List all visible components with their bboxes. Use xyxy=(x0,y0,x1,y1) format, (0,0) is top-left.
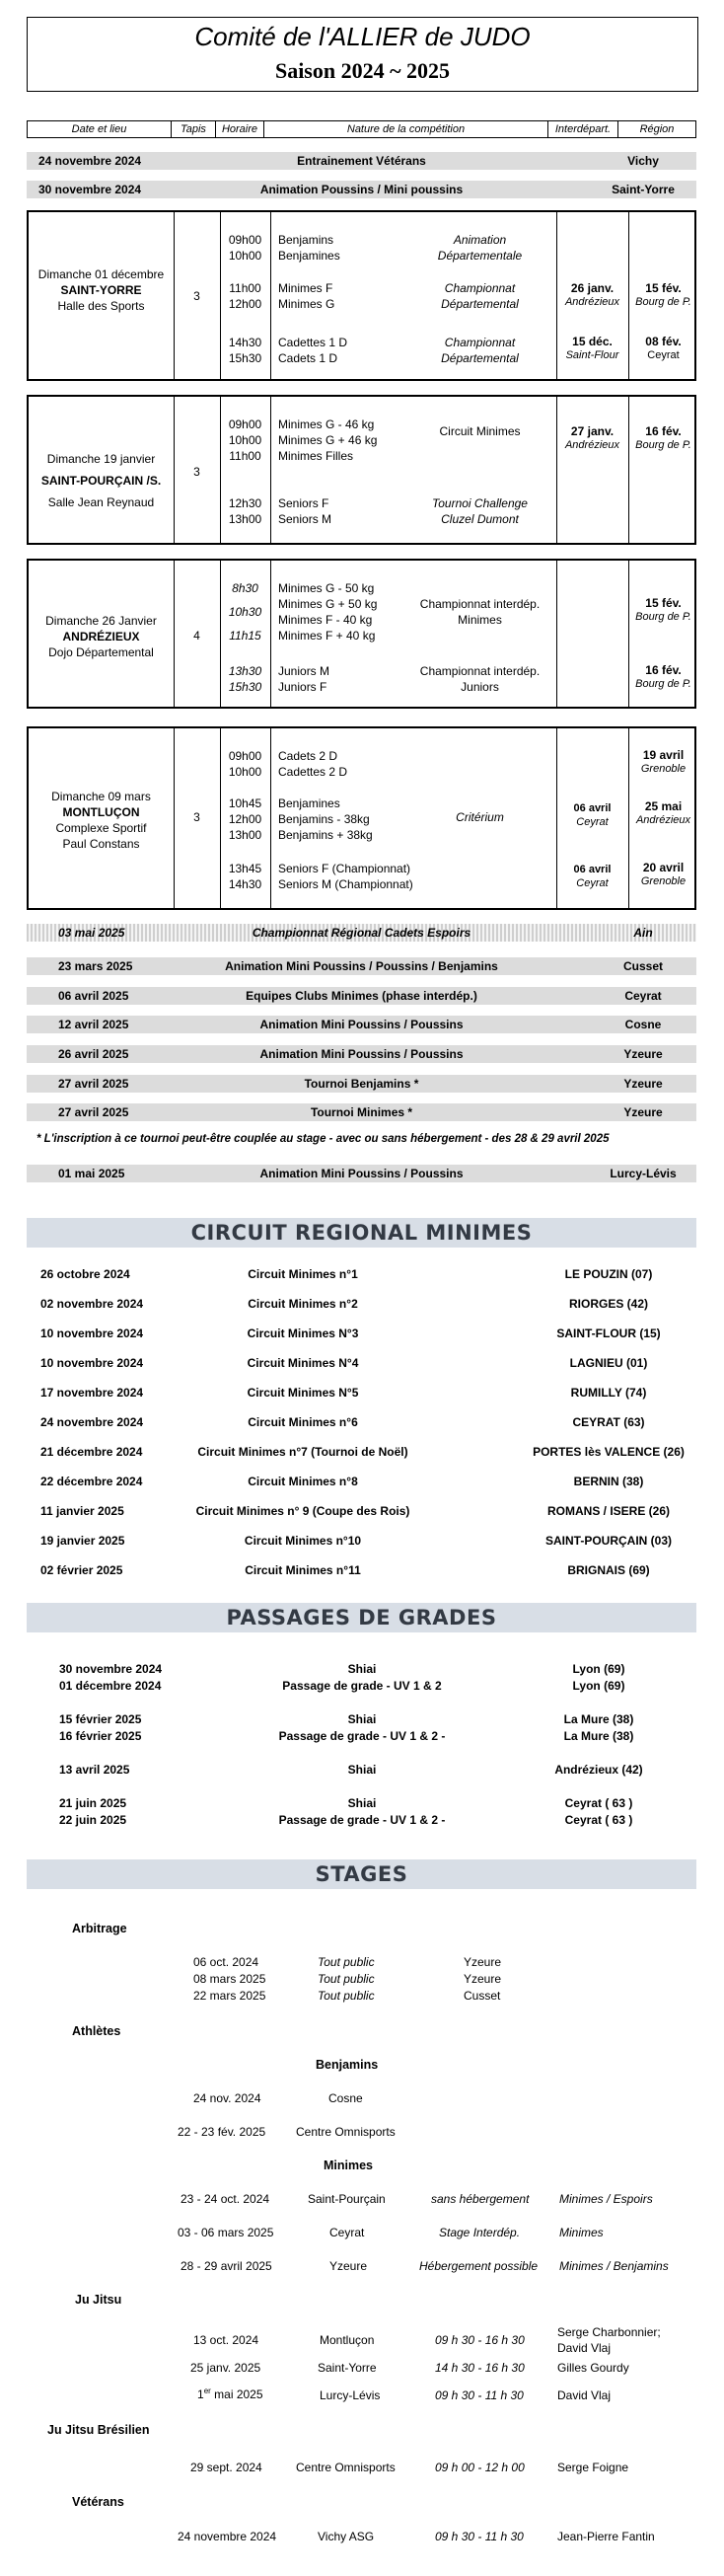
inter-date: 06 avril xyxy=(573,802,612,814)
circuit-date: 19 janvier 2025 xyxy=(40,1534,125,1548)
bar-name: Animation Mini Poussins / Poussins xyxy=(259,1047,464,1061)
circuit-name: Circuit Minimes n°6 xyxy=(248,1415,358,1429)
nature: Championnat interdép. xyxy=(419,597,541,611)
circuit-place: RIORGES (42) xyxy=(568,1297,648,1311)
stage-date: 25 janv. 2025 xyxy=(190,2361,261,2375)
nature: Juniors xyxy=(461,680,499,694)
stage-public: Tout public xyxy=(318,1972,375,1986)
hour: 14h30 xyxy=(228,877,262,891)
circuit-date: 02 février 2025 xyxy=(40,1563,123,1577)
stage-date: 03 - 06 mars 2025 xyxy=(178,2226,274,2239)
stage-subgroup-label: Benjamins xyxy=(316,2058,379,2072)
grade-place: La Mure (38) xyxy=(563,1729,634,1743)
grade-place: Lyon (69) xyxy=(572,1662,625,1676)
circuit-name: Circuit Minimes N°3 xyxy=(247,1326,359,1340)
grade-place: Ceyrat ( 63 ) xyxy=(564,1796,633,1810)
category: Juniors F xyxy=(278,680,327,694)
season-title: Saison 2024 ~ 2025 xyxy=(274,58,451,83)
bar-place: Vichy xyxy=(627,154,659,168)
event-tapis: 3 xyxy=(193,465,200,479)
bar-date: 27 avril 2025 xyxy=(58,1077,129,1091)
region-date: 16 fév. xyxy=(645,663,682,677)
stage-time: 14 h 30 - 16 h 30 xyxy=(435,2361,525,2375)
category: Benjamins + 38kg xyxy=(278,828,373,842)
circuit-name: Circuit Minimes n° 9 (Coupe des Rois) xyxy=(195,1504,410,1518)
region-place: Grenoble xyxy=(640,763,687,775)
event-venue: Halle des Sports xyxy=(57,299,145,313)
stage-who: Minimes / Espoirs xyxy=(559,2192,653,2206)
event-venue: Salle Jean Reynaud xyxy=(47,495,155,509)
grade-date: 13 avril 2025 xyxy=(59,1763,130,1777)
grade-name: Shiai xyxy=(347,1712,377,1726)
stage-time: 09 h 00 - 12 h 00 xyxy=(435,2461,525,2474)
bar-name: Animation Mini Poussins / Poussins xyxy=(259,1018,464,1031)
circuit-date: 02 novembre 2024 xyxy=(40,1297,144,1311)
circuit-place: PORTES lès VALENCE (26) xyxy=(533,1445,685,1459)
section-grades-title: PASSAGES DE GRADES xyxy=(27,1603,696,1632)
event-tapis: 3 xyxy=(193,289,200,303)
stage-public: Tout public xyxy=(318,1955,375,1969)
bar-place: Ain xyxy=(633,926,653,940)
nature: Départementale xyxy=(437,249,523,263)
event-saint-pourcain xyxy=(27,395,696,545)
circuit-name: Circuit Minimes n°2 xyxy=(248,1297,358,1311)
bar-row xyxy=(27,1103,696,1121)
inter-place: Andrézieux xyxy=(564,296,620,308)
col-nature: Nature de la compétition xyxy=(264,121,548,138)
bar-date: 23 mars 2025 xyxy=(58,959,133,973)
circuit-name: Circuit Minimes n°10 xyxy=(244,1534,362,1548)
grade-name: Passage de grade - UV 1 & 2 xyxy=(282,1679,442,1693)
grade-name: Passage de grade - UV 1 & 2 - xyxy=(278,1729,446,1743)
bar-name: Animation Mini Poussins / Poussins xyxy=(259,1167,464,1180)
nature: Championnat xyxy=(444,281,516,295)
nature: Cluzel Dumont xyxy=(441,512,519,526)
region-date: 16 fév. xyxy=(645,424,682,438)
hour: 15h30 xyxy=(228,680,262,694)
circuit-place: ROMANS / ISERE (26) xyxy=(546,1504,671,1518)
stage-time: 09 h 30 - 16 h 30 xyxy=(435,2333,525,2347)
event-montlucon xyxy=(27,726,696,910)
stage-who: Serge Charbonnier; xyxy=(557,2325,661,2339)
stage-date: 22 - 23 fév. 2025 xyxy=(178,2125,266,2139)
stage-place: Saint-Pourçain xyxy=(308,2192,386,2206)
stage-place: Centre Omnisports xyxy=(296,2461,396,2474)
bar-date: 06 avril 2025 xyxy=(58,989,129,1003)
circuit-name: Circuit Minimes N°4 xyxy=(247,1356,359,1370)
circuit-date: 10 novembre 2024 xyxy=(40,1356,144,1370)
nature: Minimes xyxy=(458,613,502,627)
stage-date: 28 - 29 avril 2025 xyxy=(181,2259,272,2273)
circuit-place: RUMILLY (74) xyxy=(570,1386,647,1400)
circuit-date: 26 octobre 2024 xyxy=(40,1267,130,1281)
page-title: Comité de l'ALLIER de JUDO xyxy=(194,22,531,51)
inter-date: 26 janv. xyxy=(570,281,615,295)
region-date: 15 fév. xyxy=(645,596,682,610)
grade-place: Ceyrat ( 63 ) xyxy=(564,1813,633,1827)
hour: 09h00 xyxy=(228,233,262,247)
category: Cadets 2 D xyxy=(278,749,338,763)
bar-name: Animation Mini Poussins / Poussins / Benjamins xyxy=(225,959,498,973)
stage-time: 09 h 30 - 11 h 30 xyxy=(435,2530,524,2543)
bar-name: Animation Poussins / Mini poussins xyxy=(259,183,464,196)
circuit-place: CEYRAT (63) xyxy=(572,1415,645,1429)
event-city: ANDRÉZIEUX xyxy=(62,630,140,644)
hour: 09h00 xyxy=(228,417,262,431)
stage-group-label: Ju Jitsu xyxy=(75,2293,122,2307)
circuit-date: 24 novembre 2024 xyxy=(40,1415,144,1429)
nature: Championnat interdép. xyxy=(419,664,541,678)
hour: 14h30 xyxy=(228,336,262,349)
hour: 10h45 xyxy=(228,796,262,810)
nature: Départemental xyxy=(441,297,519,311)
bar-row xyxy=(27,1075,696,1093)
inter-place: Andrézieux xyxy=(564,439,620,451)
region-place: Bourg de P. xyxy=(635,611,691,623)
bar-place: Yzeure xyxy=(623,1047,663,1061)
bar-date: 01 mai 2025 xyxy=(58,1167,125,1180)
stage-who: Minimes xyxy=(559,2226,604,2239)
col-date: Date et lieu xyxy=(28,121,172,138)
stage-place: Saint-Yorre xyxy=(318,2361,377,2375)
circuit-place: BERNIN (38) xyxy=(573,1475,644,1488)
stage-place: Centre Omnisports xyxy=(296,2125,396,2139)
stage-date: 23 - 24 oct. 2024 xyxy=(181,2192,270,2206)
grade-date: 21 juin 2025 xyxy=(59,1796,127,1810)
event-city: SAINT-POURÇAIN /S. xyxy=(40,474,162,488)
circuit-place: BRIGNAIS (69) xyxy=(567,1563,650,1577)
event-city: MONTLUÇON xyxy=(62,805,140,819)
region-place: Andrézieux xyxy=(635,814,691,826)
stage-place: Vichy ASG xyxy=(318,2530,375,2543)
category: Minimes G + 46 kg xyxy=(278,433,378,447)
event-venue: Dojo Départemental xyxy=(48,645,154,659)
stage-place: Yzeure xyxy=(464,1955,502,1969)
bar-name: Entrainement Vétérans xyxy=(297,154,426,168)
hour: 10h00 xyxy=(228,433,262,447)
category: Benjamines xyxy=(278,796,340,810)
bar-place: Cosne xyxy=(624,1018,662,1031)
tournament-note: * L'inscription à ce tournoi peut-être couplée au stage - avec ou sans hébergement - des 28 & 29 avril 2025 xyxy=(36,1133,610,1145)
hour: 10h30 xyxy=(228,605,262,619)
inter-date: 15 déc. xyxy=(572,335,613,348)
region-place: Bourg de P. xyxy=(635,296,691,308)
bar-row xyxy=(27,1045,696,1063)
event-saint-yorre xyxy=(27,210,696,381)
stage-info: Stage Interdép. xyxy=(439,2226,521,2239)
region-place: Ceyrat xyxy=(647,349,680,361)
circuit-name: Circuit Minimes n°8 xyxy=(248,1475,358,1488)
bar-place: Yzeure xyxy=(623,1105,663,1119)
grade-date: 16 février 2025 xyxy=(59,1729,142,1743)
stage-info: sans hébergement xyxy=(431,2192,530,2206)
inter-place: Ceyrat xyxy=(576,877,609,889)
stage-who: Minimes / Benjamins xyxy=(559,2259,669,2273)
category: Juniors M xyxy=(278,664,330,678)
bar-name: Championnat Régional Cadets Espoirs xyxy=(252,926,471,940)
stage-date: 22 mars 2025 xyxy=(193,1989,266,2003)
event-date: Dimanche 26 Janvier xyxy=(45,614,157,628)
stage-public: Tout public xyxy=(318,1989,375,2003)
hour: 13h30 xyxy=(228,664,262,678)
region-date: 19 avril xyxy=(642,748,685,762)
circuit-date: 11 janvier 2025 xyxy=(40,1504,124,1518)
stage-group-label: Ju Jitsu Brésilien xyxy=(47,2423,150,2437)
stage-date: 29 sept. 2024 xyxy=(190,2461,262,2474)
bar-date: 03 mai 2025 xyxy=(58,926,125,940)
hour: 12h00 xyxy=(228,812,262,826)
title-box xyxy=(27,17,698,92)
stage-who: Jean-Pierre Fantin xyxy=(557,2530,655,2543)
category: Cadets 1 D xyxy=(278,351,338,365)
col-region: Région xyxy=(618,121,696,138)
nature: Animation xyxy=(453,233,507,247)
event-venue-2: Paul Constans xyxy=(62,837,140,851)
inter-place: Ceyrat xyxy=(576,816,609,828)
category: Minimes G xyxy=(278,297,335,311)
stage-who: Gilles Gourdy xyxy=(557,2361,629,2375)
category: Minimes G - 46 kg xyxy=(278,417,375,431)
category: Benjamines xyxy=(278,249,340,263)
event-date: Dimanche 01 décembre xyxy=(37,267,165,281)
category: Benjamins - 38kg xyxy=(278,812,370,826)
stage-place: Cosne xyxy=(328,2091,363,2105)
nature: Critérium xyxy=(456,810,504,824)
bar-row xyxy=(27,181,696,198)
bar-row xyxy=(27,1165,696,1182)
grade-place: Lyon (69) xyxy=(572,1679,625,1693)
category: Minimes F xyxy=(278,281,333,295)
col-horaire: Horaire xyxy=(216,121,264,138)
stage-date: 08 mars 2025 xyxy=(193,1972,266,1986)
stage-group-label: Arbitrage xyxy=(72,1922,127,1935)
bar-place: Lurcy-Lévis xyxy=(610,1167,677,1180)
category: Seniors M xyxy=(278,512,332,526)
event-date: Dimanche 09 mars xyxy=(51,790,151,803)
region-date: 08 fév. xyxy=(645,335,682,348)
grade-date: 01 décembre 2024 xyxy=(59,1679,162,1693)
stage-place: Yzeure xyxy=(464,1972,502,1986)
stage-subgroup-label: Minimes xyxy=(324,2159,374,2172)
section-stages-title: STAGES xyxy=(27,1859,696,1889)
category: Seniors F xyxy=(278,496,329,510)
bar-row xyxy=(27,987,696,1005)
grade-place: Andrézieux (42) xyxy=(554,1763,643,1777)
bar-row xyxy=(27,957,696,975)
stage-date: 1er mai 2025 xyxy=(197,2387,263,2401)
stage-place: Yzeure xyxy=(329,2259,368,2273)
stage-who: Serge Foigne xyxy=(557,2461,629,2474)
category: Minimes G + 50 kg xyxy=(278,597,378,611)
inter-date: 06 avril xyxy=(573,864,612,875)
hour: 15h30 xyxy=(228,351,262,365)
hour: 10h00 xyxy=(228,249,262,263)
stage-group-label: Vétérans xyxy=(72,2495,124,2509)
hour: 11h00 xyxy=(229,449,261,463)
circuit-name: Circuit Minimes n°11 xyxy=(245,1563,361,1577)
nature: Tournoi Challenge xyxy=(432,496,528,510)
circuit-place: LAGNIEU (01) xyxy=(569,1356,648,1370)
circuit-place: SAINT-FLOUR (15) xyxy=(556,1326,661,1340)
category: Seniors F (Championnat) xyxy=(278,862,411,875)
hour: 12h30 xyxy=(228,496,262,510)
hour: 13h45 xyxy=(228,862,262,875)
hour: 12h00 xyxy=(228,297,262,311)
event-tapis: 3 xyxy=(193,810,200,824)
grade-name: Shiai xyxy=(347,1662,377,1676)
grade-name: Passage de grade - UV 1 & 2 - xyxy=(278,1813,446,1827)
region-date: 20 avril xyxy=(642,861,685,874)
stage-place: Ceyrat xyxy=(329,2226,365,2239)
grade-date: 22 juin 2025 xyxy=(59,1813,127,1827)
category: Seniors M (Championnat) xyxy=(278,877,413,891)
region-place: Bourg de P. xyxy=(635,439,691,451)
hour: 11h00 xyxy=(229,281,261,295)
region-place: Grenoble xyxy=(640,875,687,887)
stage-date: 24 novembre 2024 xyxy=(178,2530,277,2543)
stage-info: Hébergement possible xyxy=(419,2259,539,2273)
col-tapis: Tapis xyxy=(172,121,216,138)
region-date: 25 mai xyxy=(644,799,683,813)
category: Minimes G - 50 kg xyxy=(278,581,375,595)
event-city: SAINT-YORRE xyxy=(60,283,142,297)
bar-name: Equipes Clubs Minimes (phase interdép.) xyxy=(246,989,477,1003)
grade-place: La Mure (38) xyxy=(563,1712,634,1726)
category: Cadettes 2 D xyxy=(278,765,348,779)
category: Minimes Filles xyxy=(278,449,354,463)
bar-place: Cusset xyxy=(622,959,663,973)
stage-who: David Vlaj xyxy=(557,2388,612,2402)
bar-date: 27 avril 2025 xyxy=(58,1105,129,1119)
nature: Championnat xyxy=(444,336,516,349)
bar-name: Tournoi Benjamins * xyxy=(304,1077,419,1091)
region-place: Bourg de P. xyxy=(635,678,691,690)
category: Minimes F + 40 kg xyxy=(278,629,376,643)
bar-name: Tournoi Minimes * xyxy=(310,1105,413,1119)
bar-date: 26 avril 2025 xyxy=(58,1047,129,1061)
hour: 13h00 xyxy=(228,828,262,842)
bar-date: 24 novembre 2024 xyxy=(38,154,142,168)
nature: Circuit Minimes xyxy=(439,424,521,438)
circuit-name: Circuit Minimes n°7 (Tournoi de Noël) xyxy=(197,1445,408,1459)
stage-group-label: Athlètes xyxy=(72,2024,121,2038)
category: Benjamins xyxy=(278,233,334,247)
inter-date: 27 janv. xyxy=(570,424,615,438)
circuit-date: 17 novembre 2024 xyxy=(40,1386,144,1400)
hour: 11h15 xyxy=(229,629,261,643)
event-date: Dimanche 19 janvier xyxy=(46,452,156,466)
column-header xyxy=(27,120,696,138)
circuit-date: 10 novembre 2024 xyxy=(40,1326,144,1340)
region-date: 15 fév. xyxy=(645,281,682,295)
stage-date: 24 nov. 2024 xyxy=(193,2091,261,2105)
category: Cadettes 1 D xyxy=(278,336,348,349)
stage-place: Cusset xyxy=(464,1989,501,2003)
circuit-date: 22 décembre 2024 xyxy=(40,1475,143,1488)
hour: 10h00 xyxy=(228,765,262,779)
bar-date: 12 avril 2025 xyxy=(58,1018,129,1031)
circuit-place: LE POUZIN (07) xyxy=(564,1267,653,1281)
bar-row xyxy=(27,1016,696,1033)
bar-row xyxy=(27,152,696,170)
hour: 09h00 xyxy=(228,749,262,763)
event-andrezieux xyxy=(27,559,696,709)
col-interdepart: Interdépart. xyxy=(548,121,618,138)
bar-row xyxy=(27,924,696,942)
circuit-place: SAINT-POURÇAIN (03) xyxy=(544,1534,672,1548)
stage-place: Montluçon xyxy=(320,2333,375,2347)
event-venue: Complexe Sportif xyxy=(55,821,147,835)
hour: 8h30 xyxy=(232,581,258,595)
stage-date: 13 oct. 2024 xyxy=(193,2333,259,2347)
category: Minimes F - 40 kg xyxy=(278,613,373,627)
bar-place: Saint-Yorre xyxy=(612,183,675,196)
bar-date: 30 novembre 2024 xyxy=(38,183,142,196)
grade-date: 30 novembre 2024 xyxy=(59,1662,163,1676)
bar-place: Yzeure xyxy=(623,1077,663,1091)
stage-date: 06 oct. 2024 xyxy=(193,1955,259,1969)
inter-place: Saint-Flour xyxy=(565,349,619,361)
grade-name: Shiai xyxy=(347,1763,377,1777)
section-circuit-title: CIRCUIT REGIONAL MINIMES xyxy=(27,1218,696,1248)
event-tapis: 4 xyxy=(193,629,200,643)
circuit-name: Circuit Minimes N°5 xyxy=(247,1386,359,1400)
grade-name: Shiai xyxy=(347,1796,377,1810)
stage-place: Lurcy-Lévis xyxy=(320,2388,381,2402)
nature: Départemental xyxy=(441,351,519,365)
stage-time: 09 h 30 - 11 h 30 xyxy=(435,2388,524,2402)
stage-who-2: David Vlaj xyxy=(557,2341,612,2355)
hour: 13h00 xyxy=(228,512,262,526)
circuit-date: 21 décembre 2024 xyxy=(40,1445,143,1459)
bar-place: Ceyrat xyxy=(624,989,662,1003)
grade-date: 15 février 2025 xyxy=(59,1712,142,1726)
circuit-name: Circuit Minimes n°1 xyxy=(248,1267,358,1281)
